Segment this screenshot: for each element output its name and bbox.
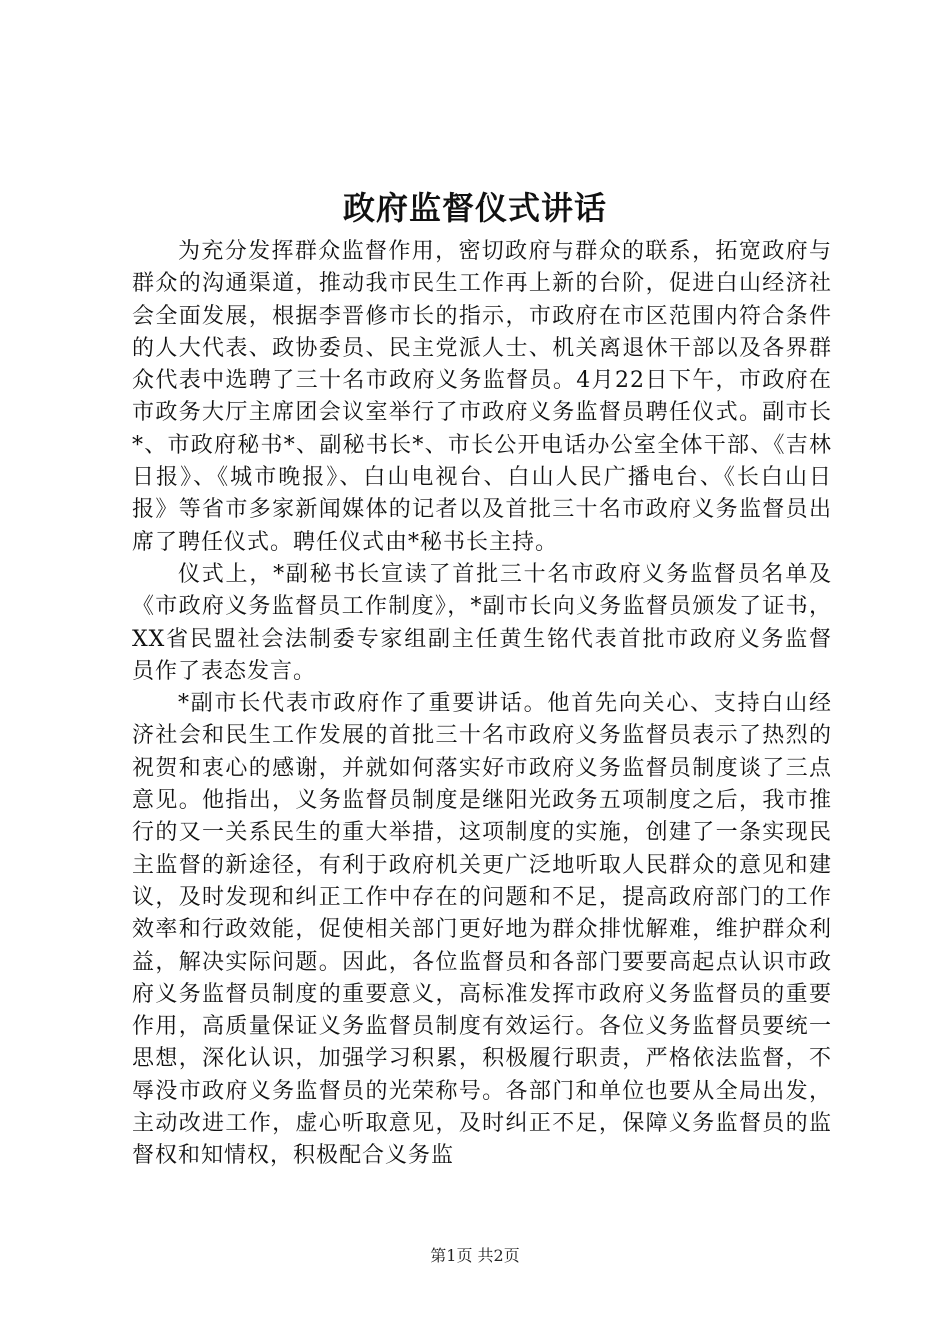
- paragraph-1: 为充分发挥群众监督作用，密切政府与群众的联系，拓宽政府与群众的沟通渠道，推动我市民生工作再上新的台阶，促进白山经济社会全面发展，根据李晋修市长的指示，市政府在市区范围内符合条件的人大代表、政协委员、民主党派人士、机关离退休干部以及各界群众代表中选聘了三十名市政府义务监督员。4月22日下午，市政府在市政务大厅主席团会议室举行了市政府义务监督员聘任仪式。副市长*、市政府秘书*、副秘书长*、市长公开电话办公室全体干部、《吉林日报》、《城市晚报》、白山电视台、白山人民广播电台、《长白山日报》等省市多家新闻媒体的记者以及首批三十名市政府义务监督员出席了聘任仪式。聘任仪式由*秘书长主持。: [132, 239, 832, 555]
- document-title: 政府监督仪式讲话: [342, 189, 607, 227]
- page-number-footer: 第1页 共2页: [430, 1246, 520, 1265]
- paragraph-2: 仪式上，*副秘书长宣读了首批三十名市政府义务监督员名单及《市政府义务监督员工作制度》，*副市长向义务监督员颁发了证书，XX省民盟社会法制委专家组副主任黄生铭代表首批市政府义务监督员作了表态发言。: [132, 561, 832, 684]
- paragraph-3: *副市长代表市政府作了重要讲话。他首先向关心、支持白山经济社会和民生工作发展的首批三十名市政府义务监督员表示了热烈的祝贺和衷心的感谢，并就如何落实好市政府义务监督员制度谈了三点意见。他指出，义务监督员制度是继阳光政务五项制度之后，我市推行的又一关系民生的重大举措，这项制度的实施，创建了一条实现民主监督的新途径，有利于政府机关更广泛地听取人民群众的意见和建议，及时发现和纠正工作中存在的问题和不足，提高政府部门的工作效率和行政效能，促使相关部门更好地为群众排忧解难，维护群众利益，解决实际问题。因此，各位监督员和各部门要要高起点认识市政府义务监督员制度的重要意义，高标准发挥市政府义务监督员的重要作用，高质量保证义务监督员制度有效运行。各位义务监督员要统一思想，深化认识，加强学习积累，积极履行职责，严格依法监督，不辱没市政府义务监督员的光荣称号。各部门和单位也要从全局出发，主动改进工作，虚心听取意见，及时纠正不足，保障义务监督员的监督权和知情权，积极配合义务监: [132, 691, 832, 1169]
- document-body: [132, 236, 832, 1173]
